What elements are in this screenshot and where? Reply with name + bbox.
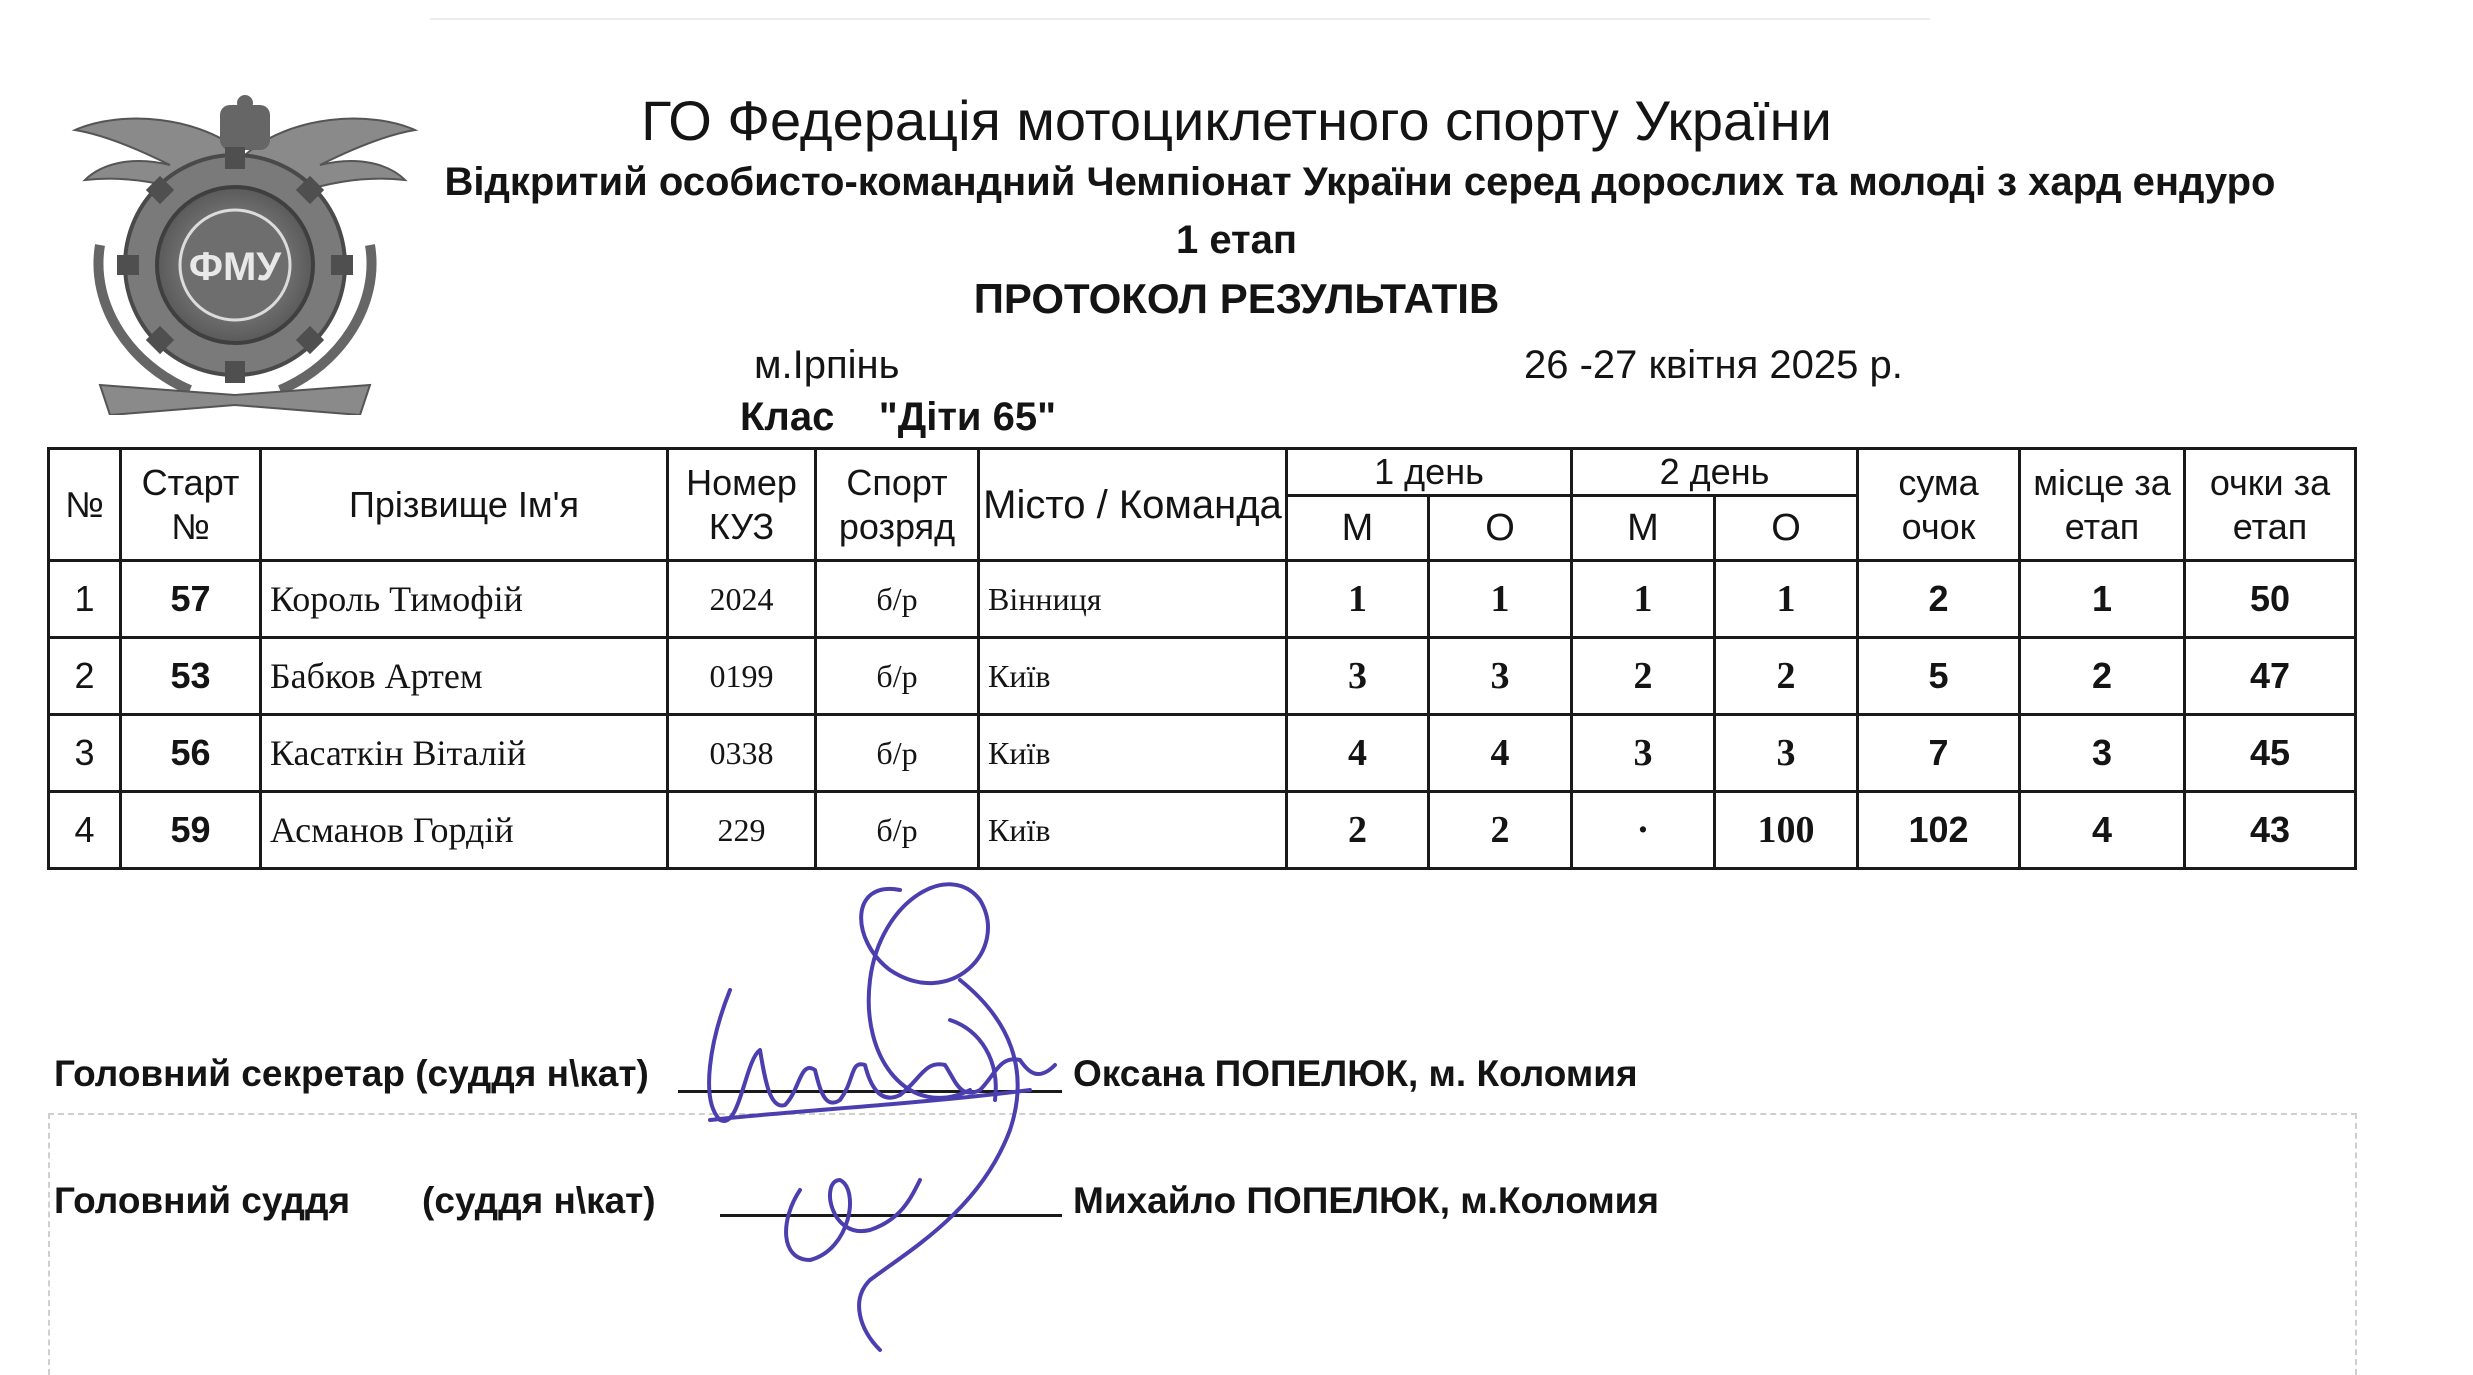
- cell-day1-m: 1: [1287, 561, 1429, 638]
- cell-points: 47: [2185, 638, 2356, 715]
- col-header-place: місце за етап: [2020, 449, 2185, 561]
- cell-day1-m: 2: [1287, 792, 1429, 869]
- cell-day2-o: 1: [1715, 561, 1858, 638]
- cell-points: 43: [2185, 792, 2356, 869]
- cell-day2-o: 2: [1715, 638, 1858, 715]
- cell-sum: 2: [1858, 561, 2020, 638]
- judge-label: Головний суддя (суддя н\кат): [54, 1180, 656, 1221]
- cell-day2-o: 3: [1715, 715, 1858, 792]
- table-row: [49, 638, 2356, 715]
- cell-rank: б/р: [816, 561, 979, 638]
- protocol-title: ПРОТОКОЛ РЕЗУЛЬТАТІВ: [973, 275, 1500, 322]
- event-dates: 26 -27 квітня 2025 р.: [1524, 343, 1903, 387]
- cell-sum: 102: [1858, 792, 2020, 869]
- cell-city: Київ: [979, 638, 1287, 715]
- cell-day2-m: ·: [1572, 792, 1715, 869]
- cell-sum: 7: [1858, 715, 2020, 792]
- cell-day1-o: 2: [1429, 792, 1572, 869]
- scan-artifact: [430, 18, 1930, 20]
- cell-place: 3: [2020, 715, 2185, 792]
- cell-day2-m: 1: [1572, 561, 1715, 638]
- table-row: [49, 561, 2356, 638]
- event-title: Відкритий особисто-командний Чемпіонат України серед дорослих та молоді з хард ендуро: [444, 160, 2276, 204]
- stage-label: 1 етап: [1175, 218, 1298, 262]
- cell-sum: 5: [1858, 638, 2020, 715]
- cell-day1-o: 1: [1429, 561, 1572, 638]
- cell-num: 4: [49, 792, 121, 869]
- col-header-day2: 2 день: [1572, 449, 1858, 496]
- cell-points: 50: [2185, 561, 2356, 638]
- cell-kuz: 0199: [668, 638, 816, 715]
- cell-rank: б/р: [816, 715, 979, 792]
- col-header-day2-o: О: [1715, 496, 1858, 561]
- cell-name: Бабков Артем: [261, 638, 668, 715]
- svg-text:ФМУ: ФМУ: [188, 245, 282, 289]
- cell-start: 53: [121, 638, 261, 715]
- results-table: [47, 447, 2357, 870]
- cell-day1-m: 4: [1287, 715, 1429, 792]
- cell-name: Касаткін Віталій: [261, 715, 668, 792]
- class-label: Клас "Діти 65": [740, 395, 1057, 439]
- secretary-label: Головний секретар (суддя н\кат): [54, 1053, 649, 1094]
- col-header-sum: сума очок: [1858, 449, 2020, 561]
- cell-day2-o: 100: [1715, 792, 1858, 869]
- cell-num: 3: [49, 715, 121, 792]
- table-header-row: [49, 449, 2356, 496]
- cell-city: Київ: [979, 792, 1287, 869]
- col-header-day2-m: М: [1572, 496, 1715, 561]
- col-header-city: Місто / Команда: [979, 449, 1287, 561]
- cell-city: Вінниця: [979, 561, 1287, 638]
- judge-name: Михайло ПОПЕЛЮК, м.Коломия: [1073, 1180, 1660, 1221]
- cell-points: 45: [2185, 715, 2356, 792]
- organization-title: ГО Федерація мотоциклетного спорту України: [641, 89, 1832, 152]
- cell-rank: б/р: [816, 638, 979, 715]
- cell-place: 1: [2020, 561, 2185, 638]
- col-header-day1-o: О: [1429, 496, 1572, 561]
- cell-place: 2: [2020, 638, 2185, 715]
- handwritten-signature: [650, 860, 1120, 1360]
- col-header-points: очки за етап: [2185, 449, 2356, 561]
- cell-start: 56: [121, 715, 261, 792]
- cell-name: Король Тимофій: [261, 561, 668, 638]
- col-header-kuz: Номер КУЗ: [668, 449, 816, 561]
- col-header-rank: Спорт розряд: [816, 449, 979, 561]
- col-header-num: №: [49, 449, 121, 561]
- secretary-name: Оксана ПОПЕЛЮК, м. Коломия: [1073, 1053, 1638, 1094]
- cell-day2-m: 2: [1572, 638, 1715, 715]
- col-header-day1-m: М: [1287, 496, 1429, 561]
- cell-start: 59: [121, 792, 261, 869]
- cell-day2-m: 3: [1572, 715, 1715, 792]
- table-row: [49, 792, 2356, 869]
- cell-start: 57: [121, 561, 261, 638]
- cell-kuz: 0338: [668, 715, 816, 792]
- col-header-day1: 1 день: [1287, 449, 1572, 496]
- cell-day1-o: 4: [1429, 715, 1572, 792]
- col-header-name: Прізвище Ім'я: [261, 449, 668, 561]
- cell-kuz: 2024: [668, 561, 816, 638]
- event-place: м.Ірпінь: [754, 343, 900, 387]
- cell-rank: б/р: [816, 792, 979, 869]
- cell-num: 2: [49, 638, 121, 715]
- table-row: [49, 715, 2356, 792]
- cell-day1-m: 3: [1287, 638, 1429, 715]
- scan-frame-artifact: [48, 1113, 2357, 1375]
- col-header-start: Старт №: [121, 449, 261, 561]
- cell-city: Київ: [979, 715, 1287, 792]
- cell-kuz: 229: [668, 792, 816, 869]
- cell-name: Асманов Гордій: [261, 792, 668, 869]
- cell-num: 1: [49, 561, 121, 638]
- cell-place: 4: [2020, 792, 2185, 869]
- cell-day1-o: 3: [1429, 638, 1572, 715]
